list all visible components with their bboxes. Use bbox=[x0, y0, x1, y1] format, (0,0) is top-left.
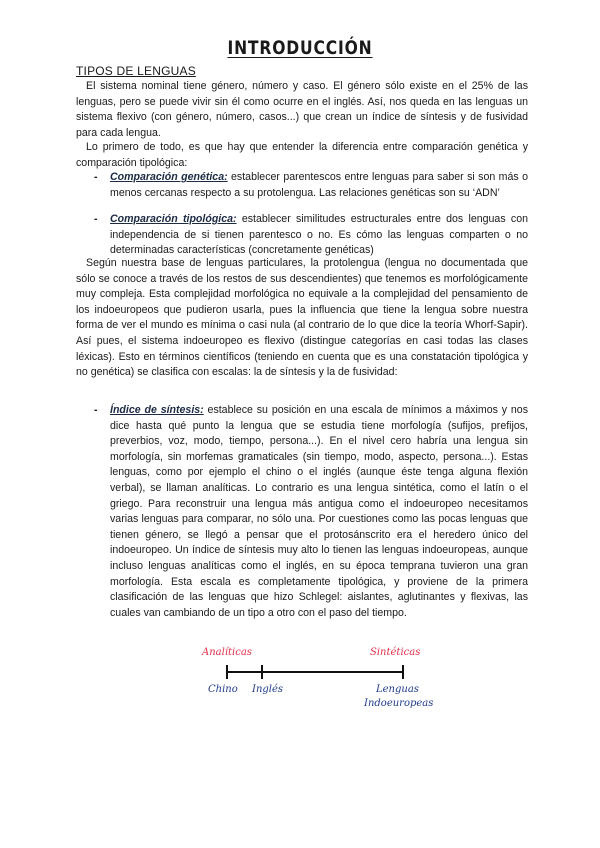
paragraph-2 bbox=[76, 140, 528, 171]
bullet-term: Índice de síntesis: bbox=[110, 404, 204, 416]
bullet-item bbox=[94, 170, 528, 201]
label-analiticas: Analíticas bbox=[202, 647, 252, 658]
label-ingles: Inglés bbox=[252, 684, 284, 695]
bullet-list-index bbox=[94, 403, 528, 621]
synthesis-scale-diagram bbox=[190, 640, 450, 720]
label-indoeuropeas: Indoeuropeas bbox=[364, 698, 434, 709]
document-title: INTRODUCCIÓN bbox=[227, 37, 373, 59]
bullet-item bbox=[94, 403, 528, 621]
paragraph-text: Según nuestra base de lenguas particulares, la protolengua (lengua no documentada que sólo se conoce a través de los restos de sus descendientes) que tenemos es morfológicamente muy compleja. Esta complejidad morfológica no equivale a la complejidad del pensamiento de los indoeuropeos que pudieron usarla, pues la influencia que tiene la lengua sobre nuestra forma de ver el mundo es mínima o casi nula (al contrario de lo que dice la teoría Whorf-Sapir). Así pues, el sistema indoeuropeo es flexivo (distingue categorías en casi todas las clases léxicas). Esto en términos científicos (teniendo en cuenta que es una constatación tipológica y no genética) se clasifica con escalas: la de síntesis y la de fusividad: bbox=[76, 257, 528, 379]
paragraph-1 bbox=[76, 79, 528, 141]
bullet-text: establecer similitudes estructurales entre dos lenguas con independencia de si tienen parentesco o no. Es cómo las lenguas comparten o no determinadas características (concretamente genéticas) bbox=[110, 213, 528, 257]
label-sinteticas: Sintéticas bbox=[370, 647, 421, 658]
bullet-text: establece su posición en una escala de mínimos a máximos y nos dice hasta qué punto la lengua que se estudia tiene morfología (sufijos, prefijos, preverbios, voz, modo, tiempo, persona...). En el nivel cero habría una lengua sin morfología, sin morfemas gramaticales (sin tiempo, modo, aspecto, persona...). Estas lenguas, como por ejemplo el chino o el inglés (aunque éste tenga alguna flexión verbal), se llaman analíticas. Lo contrario es una lengua sintética, como el latín o el griego. Para reconstruir una lengua más antigua como el indoeuropeo necesitamos varias lenguas para comparar, no sólo una. Por cuestiones como las pocas lenguas que tienen género, se llegó a pensar que el protosánscrito era el heredero único del indoeuropeo. Un índice de síntesis muy alto lo tienen las lenguas indoeuropeas, aunque incluso lenguas analíticas como el inglés, en su época temprana tuvieron una gran morfología. Esta escala es completamente tipológica, y proviene de la primera clasificación de las lenguas que hizo Schlegel: aislantes, aglutinantes y flexivas, las cuales van cambiando de un tipo a otro con el paso del tiempo. bbox=[110, 404, 528, 619]
bullet-list-comparison-1 bbox=[94, 170, 528, 201]
bullet-list-comparison-2 bbox=[94, 212, 528, 259]
bullet-dash: - bbox=[94, 171, 98, 183]
paragraph-3 bbox=[76, 256, 528, 381]
label-chino: Chino bbox=[208, 684, 238, 695]
bullet-dash: - bbox=[94, 213, 98, 225]
bullet-item bbox=[94, 212, 528, 259]
bullet-term: Comparación genética: bbox=[110, 171, 228, 183]
bullet-dash: - bbox=[94, 404, 98, 416]
paragraph-text: Lo primero de todo, es que hay que entender la diferencia entre comparación genética y comparación tipológica: bbox=[76, 141, 528, 169]
bullet-term: Comparación tipológica: bbox=[110, 213, 237, 225]
label-lenguas: Lenguas bbox=[376, 684, 419, 695]
paragraph-text: El sistema nominal tiene género, número y caso. El género sólo existe en el 25% de las lenguas, pero se puede vivir sin él como ocurre en el inglés. Así, nos queda en las lenguas un sistema flexivo (con género, número, casos...) que crean un índice de síntesis y de fusividad para cada lengua. bbox=[76, 80, 528, 139]
section-heading: TIPOS DE LENGUAS bbox=[76, 64, 196, 78]
bullet-text: establecer parentescos entre lenguas para saber si son más o menos cercanas respecto a su protolengua. Las relaciones genéticas son su ‘ADN’ bbox=[110, 171, 528, 199]
